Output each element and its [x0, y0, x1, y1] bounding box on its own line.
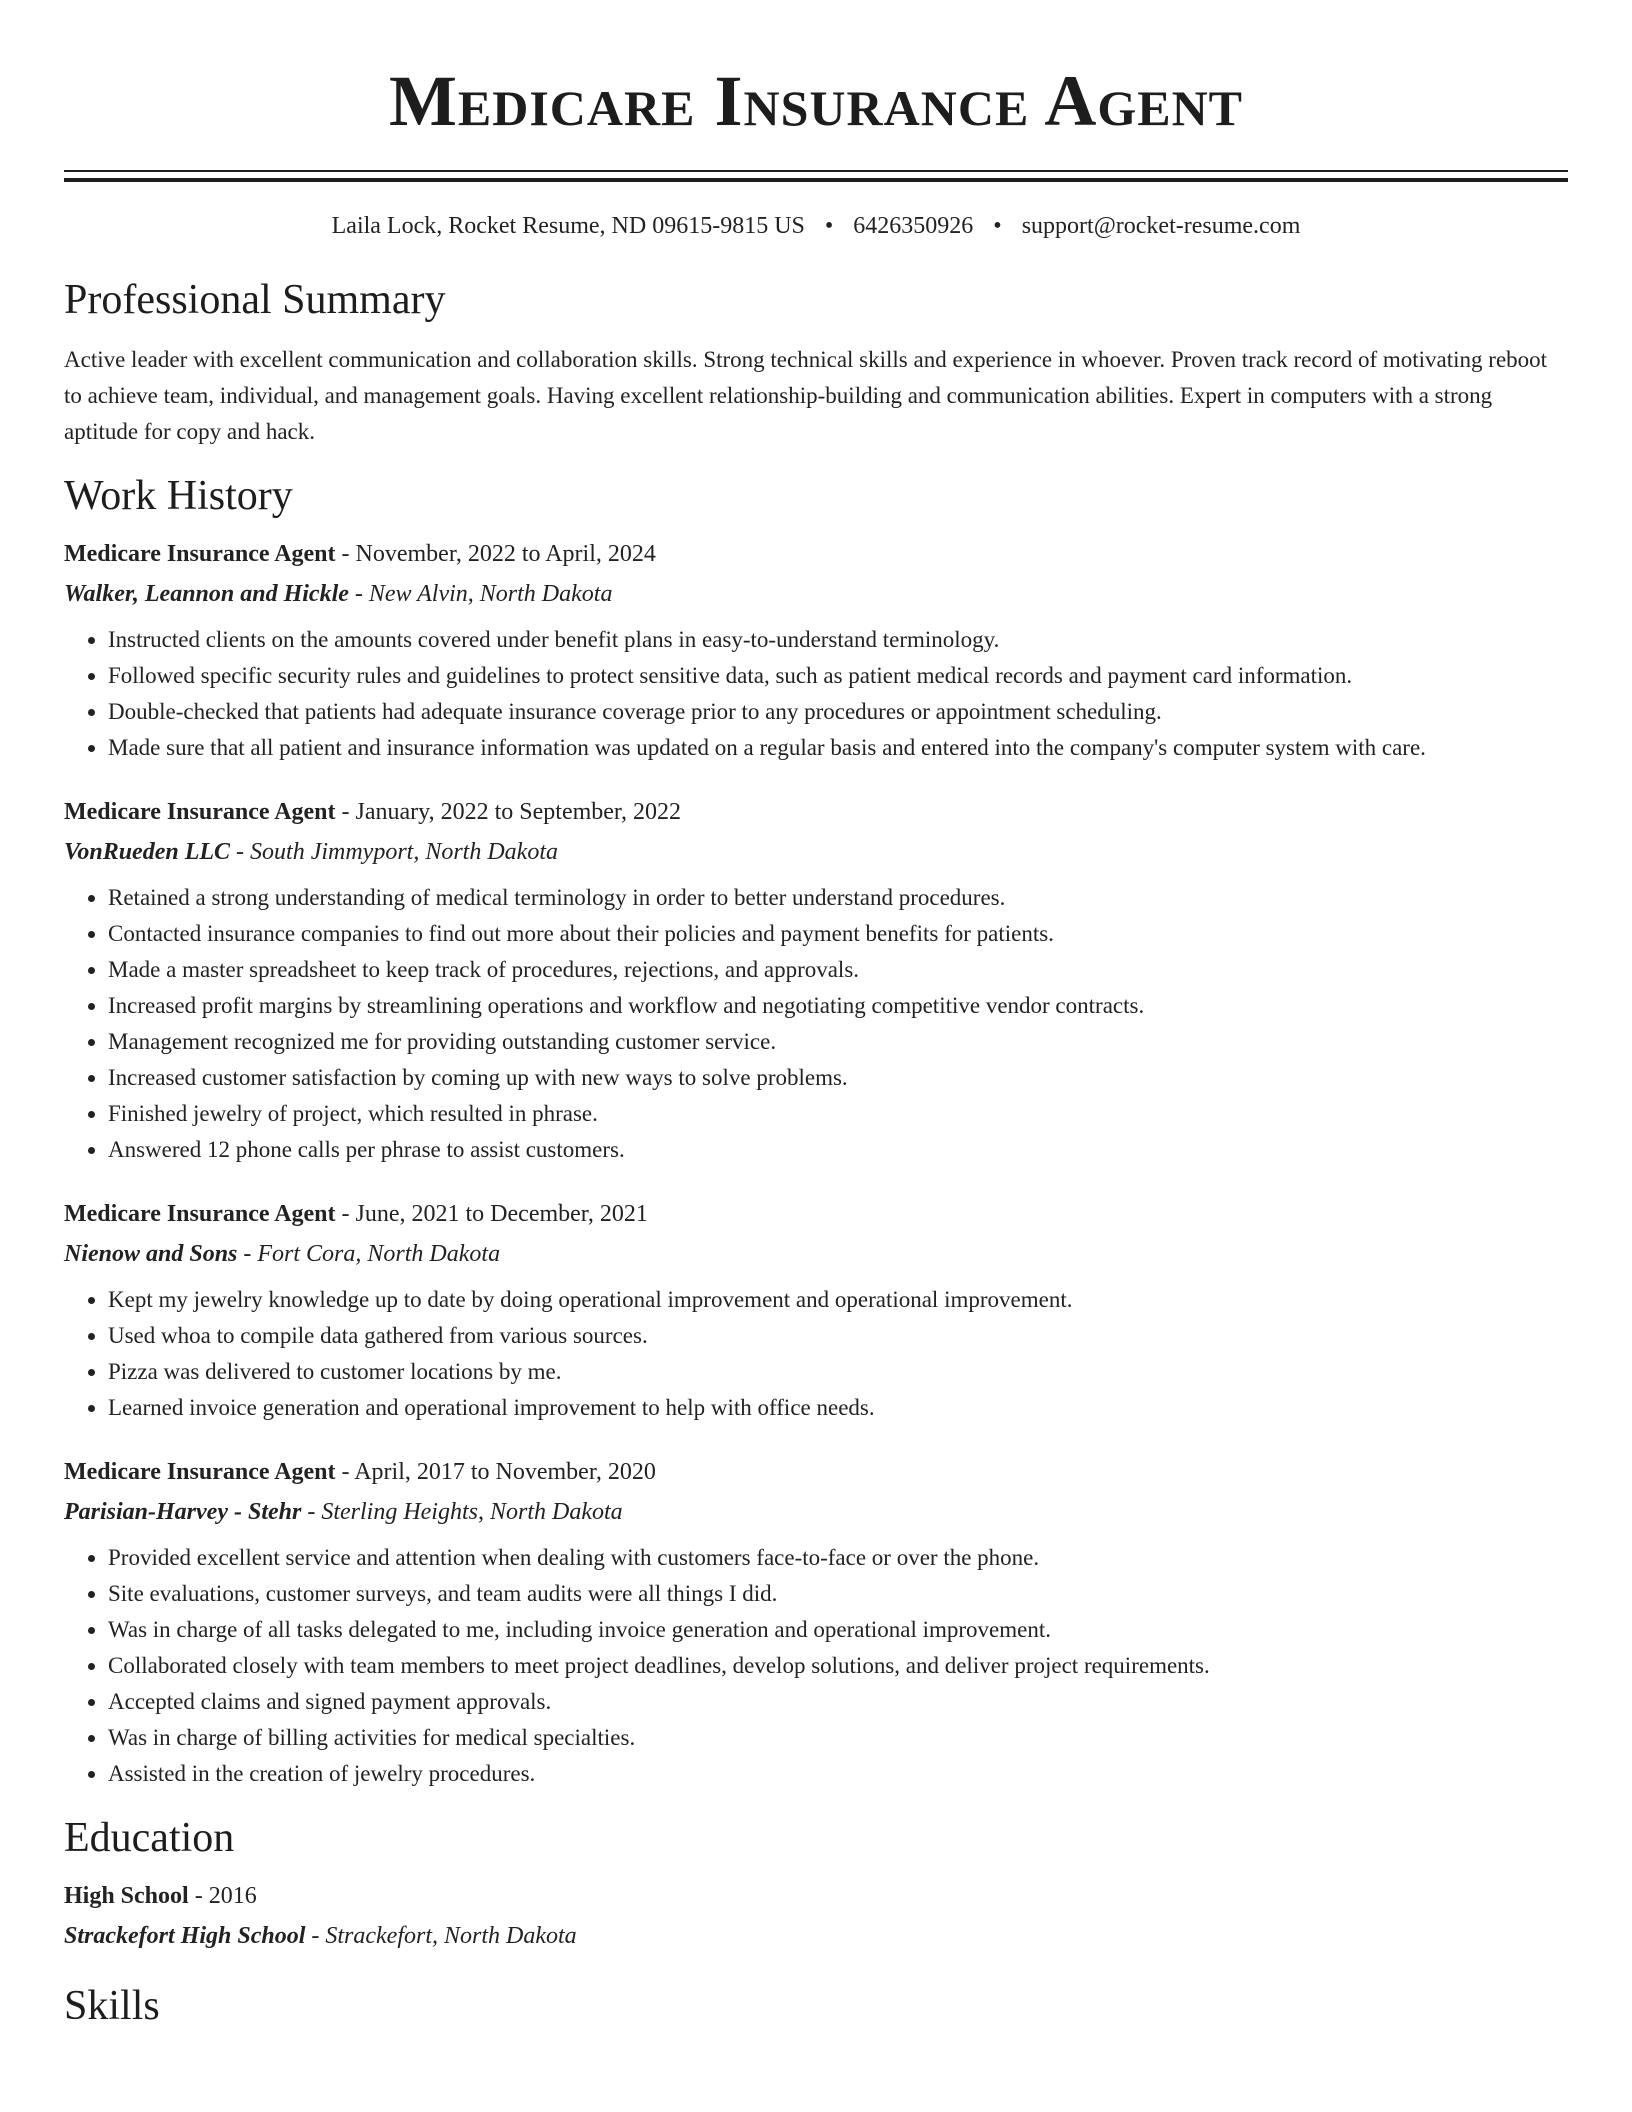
duty-item: • Kept my jewelry knowledge up to date by doing operational improvement and operational improvement.: [108, 1282, 1568, 1318]
job-dates: - June, 2021 to December, 2021: [335, 1201, 648, 1227]
job-company: Nienow and Sons: [64, 1241, 238, 1267]
job-company-line: [64, 1234, 1568, 1274]
job-location: - South Jimmyport, North Dakota: [230, 839, 559, 865]
education-degree-line: [64, 1876, 1568, 1916]
contact-line: [64, 210, 1568, 242]
education-location: - Strackefort, North Dakota: [305, 1923, 577, 1949]
duty-item: • Finished jewelry of project, which resulted in phrase.: [108, 1096, 1568, 1132]
job-title-line: [64, 1452, 1568, 1492]
duty-item: • Learned invoice generation and operational improvement to help with office needs.: [108, 1390, 1568, 1426]
job-title: Medicare Insurance Agent: [64, 1459, 336, 1485]
job-title: Medicare Insurance Agent: [64, 541, 336, 567]
duty-item: • Used whoa to compile data gathered from various sources.: [108, 1318, 1568, 1354]
duty-item: • Increased customer satisfaction by coming up with new ways to solve problems.: [108, 1060, 1568, 1096]
contact-email: support@rocket-resume.com: [1021, 213, 1301, 239]
job-location: - Fort Cora, North Dakota: [237, 1241, 501, 1267]
resume-title: Medicare Insurance Agent: [388, 61, 1244, 141]
job-company: VonRueden LLC: [64, 839, 231, 865]
job-company-line: [64, 574, 1568, 614]
duty-item: • Followed specific security rules and guidelines to protect sensitive data, such as patient medical records and payment card information.: [108, 658, 1568, 694]
summary-heading: Professional Summary: [64, 277, 446, 323]
duty-item: • Contacted insurance companies to find out more about their policies and payment benefits for patients.: [108, 916, 1568, 952]
job-company-line: [64, 832, 1568, 872]
education-entry: [64, 1876, 1568, 1956]
duty-item: • Made a master spreadsheet to keep track of procedures, rejections, and approvals.: [108, 952, 1568, 988]
title-divider: [64, 170, 1568, 182]
education-year: - 2016: [188, 1883, 257, 1909]
resume-page: [64, 0, 1568, 2034]
education-school-line: [64, 1916, 1568, 1956]
work-history-heading: Work History: [64, 473, 293, 519]
duty-item: • Was in charge of billing activities for medical specialties.: [108, 1720, 1568, 1756]
duty-item: • Retained a strong understanding of medical terminology in order to better understand procedures.: [108, 880, 1568, 916]
education-heading: Education: [64, 1815, 235, 1861]
summary-text: Active leader with excellent communication and collaboration skills. Strong technical skills and experience in whoever. Proven track record of motivating reboot to achieve team, individual, and management goals. Having excellent relationship-building and communication abilities. Expert in computers with a strong aptitude for copy and hack.: [64, 347, 1548, 444]
duty-item: • Instructed clients on the amounts covered under benefit plans in easy-to-understand terminology.: [108, 622, 1568, 658]
job-company: Parisian-Harvey - Stehr: [64, 1499, 302, 1525]
duty-item: • Answered 12 phone calls per phrase to assist customers.: [108, 1132, 1568, 1168]
duty-item: • Double-checked that patients had adequate insurance coverage prior to any procedures or appointment scheduling.: [108, 694, 1568, 730]
duty-item: • Accepted claims and signed payment approvals.: [108, 1684, 1568, 1720]
duty-item: • Collaborated closely with team members to meet project deadlines, develop solutions, and deliver project requirements.: [108, 1648, 1568, 1684]
duty-item: • Assisted in the creation of jewelry procedures.: [108, 1756, 1568, 1792]
job-dates: - April, 2017 to November, 2020: [335, 1459, 656, 1485]
job-entry: [64, 534, 1568, 766]
education-degree: High School: [64, 1883, 189, 1909]
job-company: Walker, Leannon and Hickle: [64, 581, 349, 607]
job-company-line: [64, 1492, 1568, 1532]
duty-item: • Was in charge of all tasks delegated to me, including invoice generation and operational improvement.: [108, 1612, 1568, 1648]
job-entry: [64, 1452, 1568, 1792]
contact-address: Laila Lock, Rocket Resume, ND 09615-9815 US: [331, 213, 805, 239]
job-location: - New Alvin, North Dakota: [348, 581, 613, 607]
duty-item: • Site evaluations, customer surveys, and team audits were all things I did.: [108, 1576, 1568, 1612]
job-title: Medicare Insurance Agent: [64, 1201, 336, 1227]
contact-separator: •: [824, 213, 834, 239]
contact-phone: 6426350926: [853, 213, 974, 239]
duty-item: • Made sure that all patient and insurance information was updated on a regular basis and entered into the company's computer system with care.: [108, 730, 1568, 766]
job-title-line: [64, 792, 1568, 832]
job-duties: [64, 1282, 1568, 1426]
skills-heading: Skills: [64, 1983, 160, 2029]
job-dates: - November, 2022 to April, 2024: [335, 541, 656, 567]
job-location: - Sterling Heights, North Dakota: [301, 1499, 623, 1525]
job-entry: [64, 1194, 1568, 1426]
duty-item: • Management recognized me for providing outstanding customer service.: [108, 1024, 1568, 1060]
job-duties: [64, 880, 1568, 1168]
job-duties: [64, 1540, 1568, 1792]
education-school: Strackefort High School: [64, 1923, 306, 1949]
job-title: Medicare Insurance Agent: [64, 799, 336, 825]
job-entry: [64, 792, 1568, 1168]
job-title-line: [64, 534, 1568, 574]
job-duties: [64, 622, 1568, 766]
duty-item: • Increased profit margins by streamlining operations and workflow and negotiating competitive vendor contracts.: [108, 988, 1568, 1024]
duty-item: • Pizza was delivered to customer locations by me.: [108, 1354, 1568, 1390]
job-dates: - January, 2022 to September, 2022: [335, 799, 681, 825]
duty-item: • Provided excellent service and attention when dealing with customers face-to-face or over the phone.: [108, 1540, 1568, 1576]
contact-separator: •: [993, 213, 1002, 239]
job-title-line: [64, 1194, 1568, 1234]
